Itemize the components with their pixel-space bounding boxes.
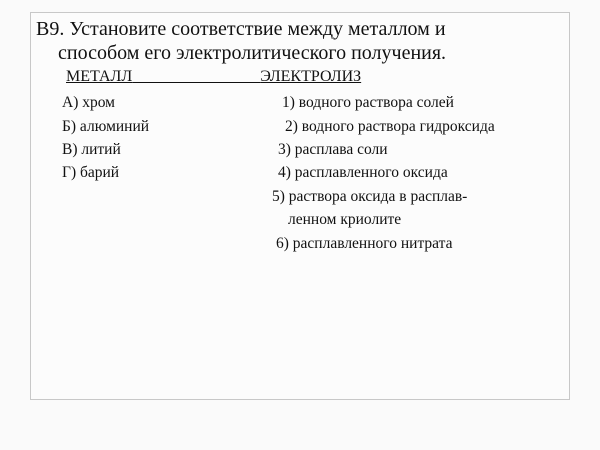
question-title (36, 17, 446, 65)
method-item-1: 1) водного раствора солей (282, 94, 454, 111)
method-item-3: 3) расплава соли (278, 141, 388, 158)
method-item-4: 4) расплавленного оксида (278, 164, 448, 181)
header-metal: МЕТАЛЛ (66, 68, 133, 85)
metal-item-a: А) хром (62, 94, 115, 111)
header-electrolysis: ЭЛЕКТРОЛИЗ (260, 68, 362, 85)
question-title-line-2: способом его электролитического получения. (58, 42, 447, 64)
header-spacer (132, 68, 260, 85)
metal-item-v: В) литий (62, 141, 121, 158)
method-item-5: 5) раствора оксида в расплав- (272, 188, 468, 205)
metal-item-g: Г) барий (62, 164, 120, 181)
question-title-line-1: В9. Установите соответствие между металлом и (36, 18, 446, 40)
method-item-5-continued: ленном криолите (288, 211, 402, 228)
method-item-2: 2) водного раствора гидроксида (285, 118, 495, 135)
method-item-6: 6) расплавленного нитрата (276, 235, 453, 252)
metal-item-b: Б) алюминий (62, 118, 150, 135)
column-headers (66, 68, 361, 86)
